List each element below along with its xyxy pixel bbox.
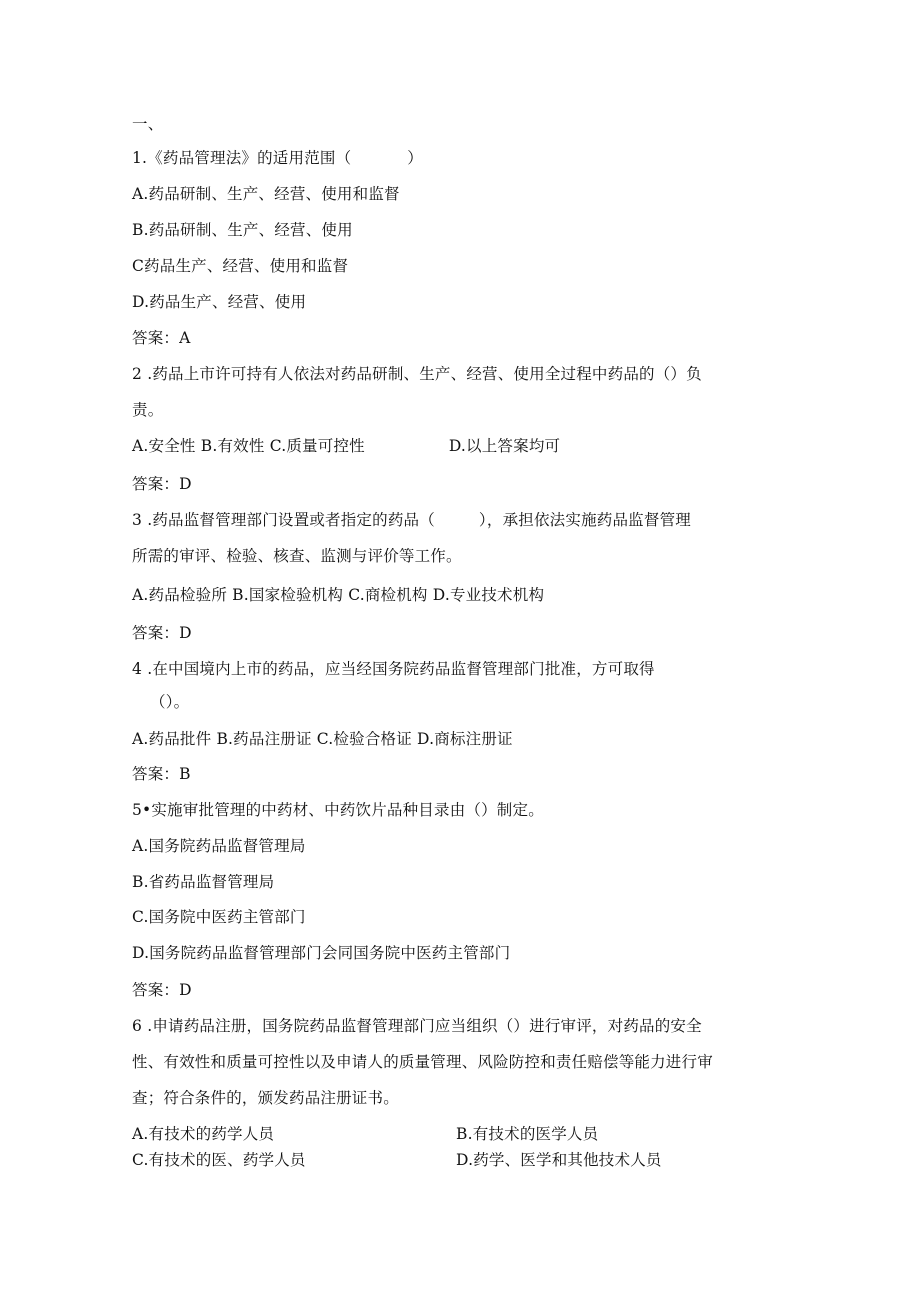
question-1-stem-close: ） (407, 149, 423, 167)
question-2-option-d: D.以上答案均可 (448, 437, 561, 455)
question-1-stem (132, 148, 423, 168)
question-1-stem-text: 1.《药品管理法》的适用范围（ (132, 149, 352, 167)
question-3-stem-line-1 (132, 510, 691, 530)
section-heading: 一、 (132, 115, 164, 133)
question-3-options: A.药品检验所 B.国家检验机构 C.商检机构 D.专业技术机构 (132, 586, 545, 604)
question-4-stem-line-2: （）。 (150, 693, 190, 711)
question-2-options (132, 436, 560, 456)
question-6-option-a: A.有技术的药学人员 (132, 1125, 275, 1143)
question-2-stem-line-1: 2 .药品上市许可持有人依法对药品研制、生产、经营、使用全过程中药品的（）负 (132, 365, 702, 383)
question-4-options: A.药品批件 B.药品注册证 C.检验合格证 D.商标注册证 (132, 730, 513, 748)
question-3-stem-rest: ），承担依法实施药品监督管理 (478, 511, 691, 529)
question-1-option-b: B.药品研制、生产、经营、使用 (132, 221, 353, 239)
question-6-stem-line-1: 6 .申请药品注册，国务院药品监督管理部门应当组织（）进行审评，对药品的安全 (132, 1017, 702, 1035)
question-1-option-c: C药品生产、经营、使用和监督 (132, 257, 349, 275)
question-2-answer: 答案：D (132, 475, 192, 493)
question-4-stem-line-1: 4 .在中国境内上市的药品，应当经国务院药品监督管理部门批准，方可取得 (132, 660, 655, 678)
question-5-answer: 答案：D (132, 981, 192, 999)
question-6-stem-line-3: 查；符合条件的，颁发药品注册证书。 (132, 1089, 399, 1107)
question-5-option-d: D.国务院药品监督管理部门会同国务院中医药主管部门 (132, 944, 511, 962)
question-6-stem-line-2: 性、有效性和质量可控性以及申请人的质量管理、风险防控和责任赔偿等能力进行审 (132, 1053, 713, 1071)
question-5-option-b: B.省药品监督管理局 (132, 873, 275, 891)
question-5-option-c: C.国务院中医药主管部门 (132, 908, 306, 926)
question-1-option-a: A.药品研制、生产、经营、使用和监督 (132, 185, 400, 203)
question-2-stem-line-2: 责。 (132, 401, 164, 419)
question-6-option-b: B.有技术的医学人员 (456, 1125, 599, 1143)
question-3-stem-line-2: 所需的审评、检验、核查、监测与评价等工作。 (132, 547, 462, 565)
question-5-stem: 5•实施审批管理的中药材、中药饮片品种目录由（）制定。 (132, 801, 544, 819)
question-5-option-a: A.国务院药品监督管理局 (132, 837, 306, 855)
question-2-options-abc: A.安全性 B.有效性 C.质量可控性 (132, 437, 365, 455)
question-1-option-d: D.药品生产、经营、使用 (132, 293, 307, 311)
question-3-stem-text: 3 .药品监督管理部门设置或者指定的药品（ (132, 511, 435, 529)
question-4-answer: 答案：B (132, 765, 191, 783)
question-6-option-c: C.有技术的医、药学人员 (132, 1151, 306, 1169)
question-1-answer: 答案：A (132, 329, 191, 347)
question-6-option-d: D.药学、医学和其他技术人员 (456, 1151, 662, 1169)
question-3-answer: 答案：D (132, 624, 192, 642)
